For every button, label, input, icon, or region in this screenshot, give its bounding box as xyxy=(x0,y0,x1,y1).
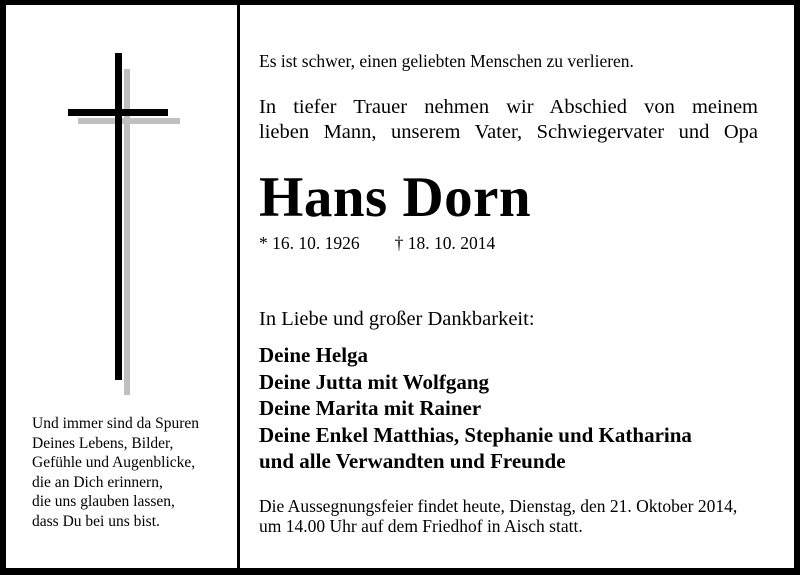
poem-line: Deines Lebens, Bilder, xyxy=(32,434,174,452)
family-member: und alle Verwandten und Freunde xyxy=(259,449,566,473)
mourning-line: In tiefer Trauer nehmen wir Abschied von meinem xyxy=(259,96,758,118)
family-member: Deine Enkel Matthias, Stephanie und Katharina xyxy=(259,422,692,447)
family-list xyxy=(259,342,758,475)
left-panel xyxy=(6,5,237,568)
service-line: Die Aussegnungsfeier findet heute, Dienstag, den 21. Oktober 2014, xyxy=(259,496,738,516)
family-member: Deine Helga xyxy=(259,343,369,367)
mourning-line: lieben Mann, unserem Vater, Schwiegervater und Opa xyxy=(259,121,758,143)
poem xyxy=(32,414,199,532)
poem-line: die an Dich erinnern, xyxy=(32,473,163,491)
poem-line: dass Du bei uns bist. xyxy=(32,512,160,530)
poem-line: die uns glauben lassen, xyxy=(32,493,175,511)
right-panel xyxy=(240,5,794,568)
gratitude-text: In Liebe und großer Dankbarkeit: xyxy=(259,308,535,330)
intro-text: Es ist schwer, einen geliebten Menschen zu verlieren. xyxy=(259,51,634,71)
dates xyxy=(259,233,758,254)
poem-line: Gefühle und Augenblicke, xyxy=(32,454,196,472)
poem-line: Und immer sind da Spuren xyxy=(32,415,200,432)
service-info xyxy=(259,496,758,536)
mourning-text xyxy=(259,95,758,145)
deceased-name: Hans Dorn xyxy=(259,166,532,229)
death-date: † 18. 10. 2014 xyxy=(394,233,496,253)
family-member: Deine Jutta mit Wolfgang xyxy=(259,369,490,394)
birth-date: * 16. 10. 1926 xyxy=(259,233,360,253)
service-line: um 14.00 Uhr auf dem Friedhof in Aisch statt. xyxy=(259,516,583,536)
family-member: Deine Marita mit Rainer xyxy=(259,396,482,420)
